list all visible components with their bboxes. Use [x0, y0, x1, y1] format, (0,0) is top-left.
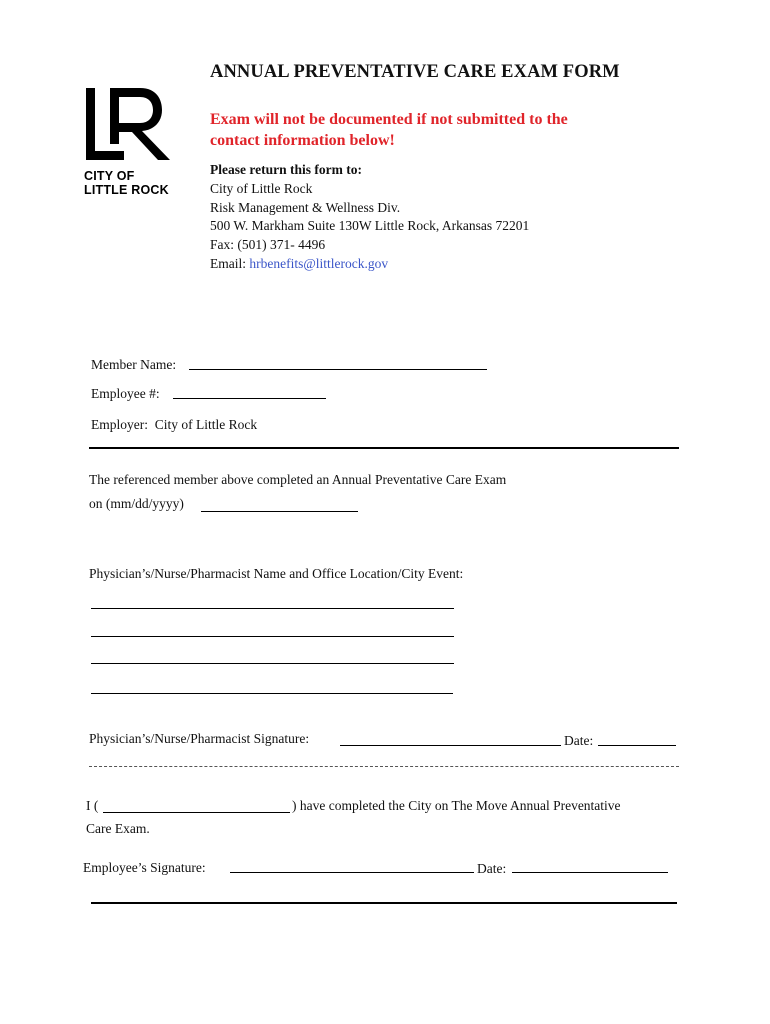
employee-number-label: Employee #:	[91, 386, 160, 401]
employer-row	[91, 417, 257, 433]
submission-warning	[210, 109, 630, 151]
exam-date-field[interactable]	[201, 499, 358, 512]
warning-line-1: Exam will not be documented if not submitted to the	[210, 111, 568, 128]
physician-date-label: Date:	[564, 733, 594, 748]
physician-location-label: Physician’s/Nurse/Pharmacist Name and Office Location/City Event:	[89, 566, 464, 581]
employee-number-field[interactable]	[173, 386, 326, 399]
bottom-divider	[91, 902, 677, 904]
contact-email-row	[210, 256, 388, 272]
attestation-name-field[interactable]	[103, 800, 290, 813]
member-name-label: Member Name:	[91, 357, 177, 372]
section-divider	[89, 447, 679, 449]
attestation-prefix: I (	[86, 798, 99, 813]
employee-signature-label: Employee’s Signature:	[83, 860, 206, 875]
contact-email-link[interactable]: hrbenefits@littlerock.gov	[249, 256, 389, 271]
cut-line-divider	[89, 766, 679, 767]
employee-signature-field[interactable]	[230, 860, 474, 873]
return-instructions-label: Please return this form to:	[210, 162, 362, 177]
member-name-field[interactable]	[189, 357, 487, 370]
employee-date-field[interactable]	[512, 860, 668, 873]
physician-signature-field[interactable]	[340, 733, 561, 746]
physician-location-line-2[interactable]	[91, 636, 454, 637]
exam-statement-line-2: on (mm/dd/yyyy)	[89, 496, 184, 511]
contact-fax: Fax: (501) 371- 4496	[210, 237, 326, 252]
warning-line-2: contact information below!	[210, 132, 395, 149]
physician-location-line-4[interactable]	[91, 693, 453, 694]
form-title: ANNUAL PREVENTATIVE CARE EXAM FORM	[210, 62, 620, 82]
physician-location-line-1[interactable]	[91, 608, 454, 609]
employee-date-label: Date:	[477, 861, 507, 876]
logo-text	[84, 169, 169, 197]
contact-email-label: Email:	[210, 256, 250, 271]
exam-statement-line-1: The referenced member above completed an Annual Preventative Care Exam	[89, 472, 507, 487]
logo-line-2: LITTLE ROCK	[84, 183, 169, 197]
contact-address: 500 W. Markham Suite 130W Little Rock, Arkansas 72201	[210, 218, 530, 233]
physician-signature-label: Physician’s/Nurse/Pharmacist Signature:	[89, 731, 310, 746]
physician-location-line-3[interactable]	[91, 663, 454, 664]
logo-line-1: CITY OF	[84, 169, 135, 183]
employer-label: Employer:	[91, 417, 148, 432]
employer-value: City of Little Rock	[154, 417, 258, 432]
contact-division: Risk Management & Wellness Div.	[210, 200, 401, 215]
attestation-line-2: Care Exam.	[86, 821, 150, 836]
attestation-suffix: ) have completed the City on The Move Annual Preventative	[292, 798, 621, 813]
physician-date-field[interactable]	[598, 733, 676, 746]
contact-org: City of Little Rock	[210, 181, 313, 196]
